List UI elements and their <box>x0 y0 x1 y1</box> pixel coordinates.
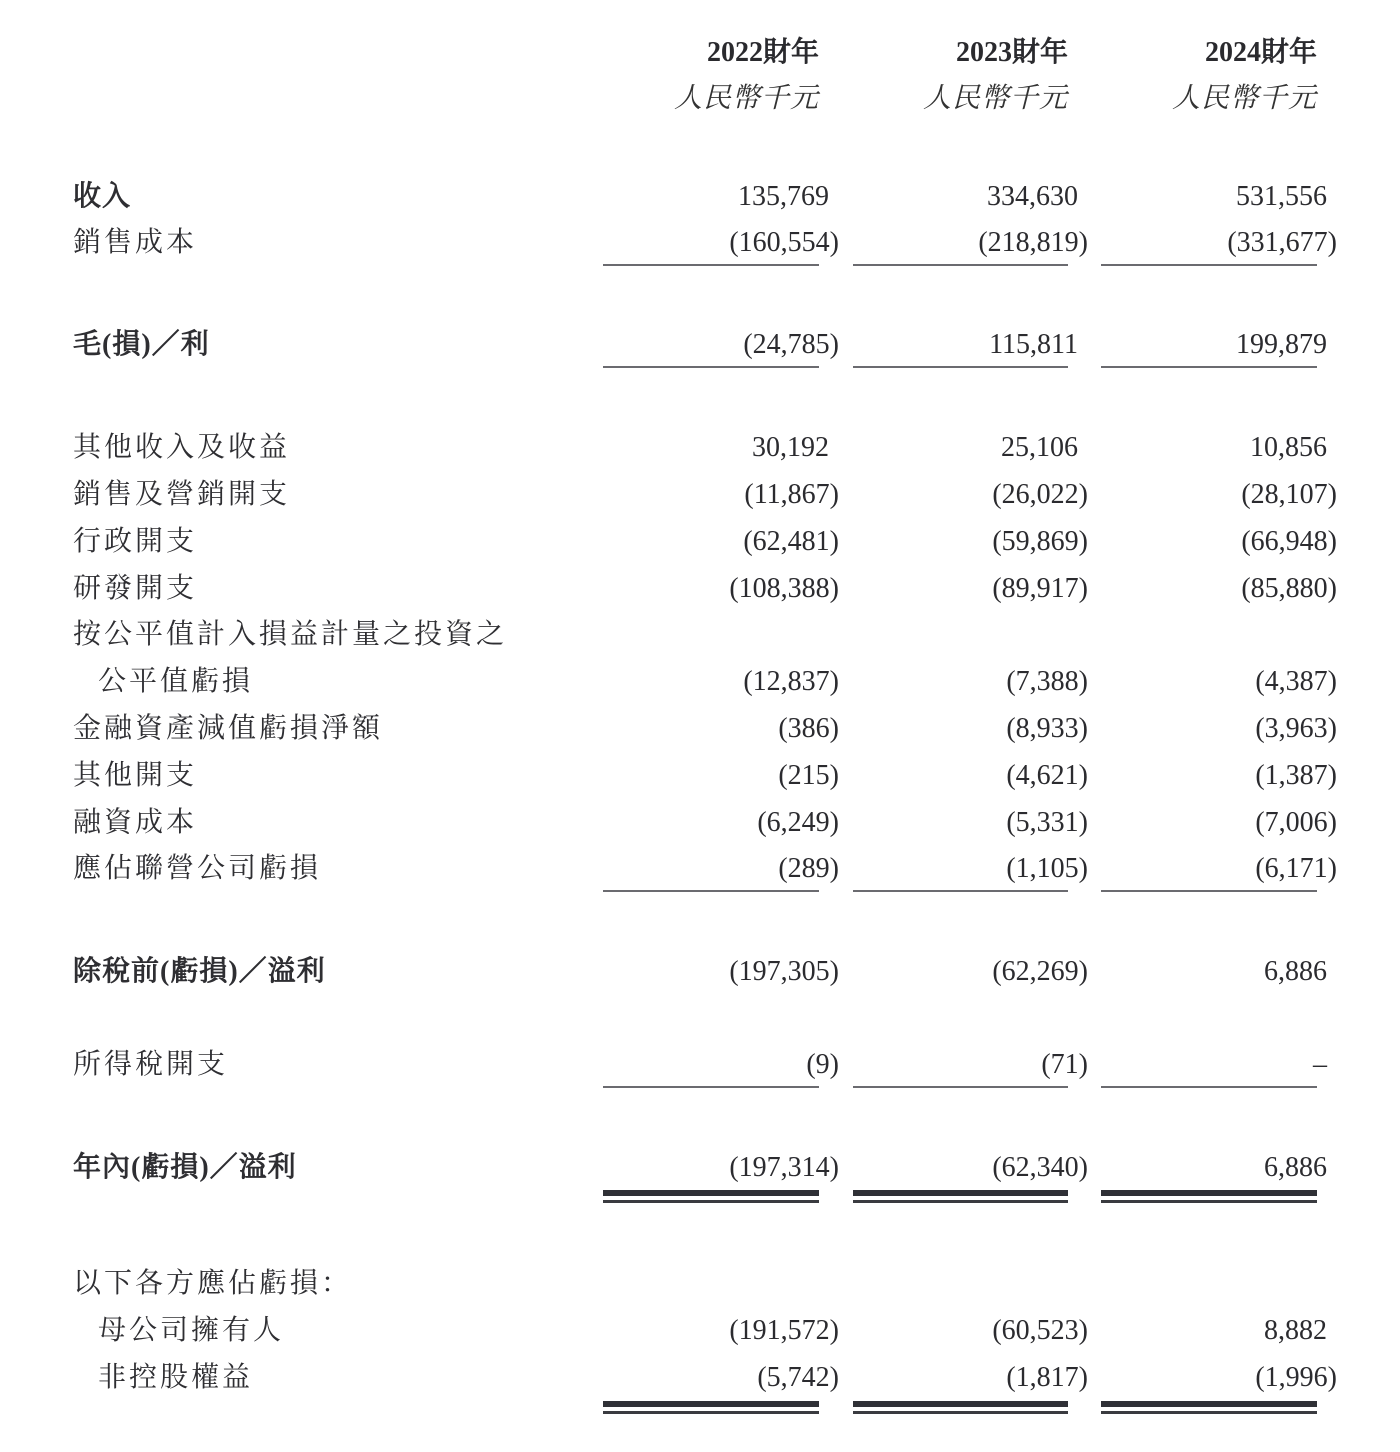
row-label: 銷售成本 <box>73 227 198 258</box>
row-value-2023: 25,106 <box>1001 432 1078 463</box>
row-value-2022: (9) <box>806 1049 839 1080</box>
table-row <box>0 952 1400 992</box>
underline <box>853 890 1068 892</box>
row-label: 所得稅開支 <box>73 1049 229 1080</box>
row-value-2024: – <box>1313 1049 1327 1080</box>
table-row <box>0 1311 1400 1351</box>
column-header-2023 <box>808 36 1068 116</box>
table-row <box>0 803 1400 843</box>
table-row <box>0 615 1400 655</box>
row-value-2022: (5,742) <box>757 1362 839 1393</box>
row-label: 銷售及營銷開支 <box>73 479 291 510</box>
row-value-2023: (71) <box>1041 1049 1088 1080</box>
row-value-2022: (289) <box>778 853 839 884</box>
double-underline-thick <box>853 1190 1068 1196</box>
row-value-2023: 334,630 <box>987 181 1078 212</box>
row-value-2024: (1,387) <box>1255 760 1337 791</box>
row-value-2022: 30,192 <box>752 432 829 463</box>
table-row <box>0 756 1400 796</box>
underline <box>603 264 819 266</box>
row-value-2022: (108,388) <box>729 573 839 604</box>
underline <box>603 1086 819 1088</box>
table-row <box>0 709 1400 749</box>
row-value-2022: (6,249) <box>757 807 839 838</box>
underline <box>1101 264 1317 266</box>
table-row <box>0 1358 1400 1398</box>
row-label: 研發開支 <box>73 573 198 604</box>
column-year: 2022財年 <box>706 37 819 68</box>
row-value-2022: (386) <box>778 713 839 744</box>
row-label: 金融資產減值虧損淨額 <box>73 713 384 744</box>
row-value-2022: (12,837) <box>743 666 839 697</box>
double-underline-thick <box>603 1190 819 1196</box>
underline <box>1101 366 1317 368</box>
table-row <box>0 662 1400 702</box>
row-label: 除稅前(虧損)／溢利 <box>73 956 326 987</box>
row-label: 毛(損)／利 <box>73 329 210 360</box>
row-label: 以下各方應佔虧損： <box>73 1268 353 1299</box>
row-value-2022: (24,785) <box>743 329 839 360</box>
row-value-2024: (1,996) <box>1255 1362 1337 1393</box>
double-underline-thin <box>853 1411 1068 1414</box>
underline <box>853 264 1068 266</box>
row-value-2024: (66,948) <box>1241 526 1337 557</box>
table-row <box>0 849 1400 889</box>
row-value-2023: (7,388) <box>1006 666 1088 697</box>
row-value-2024: (85,880) <box>1241 573 1337 604</box>
row-label: 母公司擁有人 <box>98 1315 285 1346</box>
row-value-2024: 531,556 <box>1236 181 1327 212</box>
row-label: 其他收入及收益 <box>73 432 291 463</box>
row-value-2023: (1,105) <box>1006 853 1088 884</box>
row-value-2022: (160,554) <box>729 227 839 258</box>
row-value-2022: (215) <box>778 760 839 791</box>
row-value-2024: 10,856 <box>1250 432 1327 463</box>
row-value-2024: (3,963) <box>1255 713 1337 744</box>
underline <box>853 366 1068 368</box>
row-label: 融資成本 <box>73 807 198 838</box>
column-unit: 人民幣千元 <box>1171 83 1317 114</box>
double-underline-thin <box>1101 1200 1317 1203</box>
row-value-2023: (60,523) <box>992 1315 1088 1346</box>
table-row <box>0 428 1400 468</box>
table-row <box>0 1045 1400 1085</box>
double-underline-thick <box>1101 1401 1317 1407</box>
row-value-2024: 8,882 <box>1264 1315 1327 1346</box>
row-value-2022: (197,314) <box>729 1152 839 1183</box>
row-value-2022: (11,867) <box>744 479 839 510</box>
row-value-2024: 199,879 <box>1236 329 1327 360</box>
underline <box>1101 890 1317 892</box>
table-row <box>0 325 1400 365</box>
table-row <box>0 522 1400 562</box>
row-value-2022: (191,572) <box>729 1315 839 1346</box>
row-value-2024: 6,886 <box>1264 956 1327 987</box>
double-underline-thick <box>853 1401 1068 1407</box>
row-label: 按公平值計入損益計量之投資之 <box>73 619 508 650</box>
underline <box>603 366 819 368</box>
column-unit: 人民幣千元 <box>922 83 1068 114</box>
row-value-2023: (62,340) <box>992 1152 1088 1183</box>
row-label: 年內(虧損)／溢利 <box>73 1152 297 1183</box>
row-value-2024: (6,171) <box>1255 853 1337 884</box>
double-underline-thin <box>603 1411 819 1414</box>
row-value-2024: (4,387) <box>1255 666 1337 697</box>
row-value-2022: (62,481) <box>743 526 839 557</box>
column-header-2024 <box>1057 36 1317 116</box>
row-value-2023: (8,933) <box>1006 713 1088 744</box>
underline <box>1101 1086 1317 1088</box>
row-value-2023: (59,869) <box>992 526 1088 557</box>
double-underline-thin <box>603 1200 819 1203</box>
underline <box>853 1086 1068 1088</box>
row-label: 非控股權益 <box>98 1362 254 1393</box>
row-label: 行政開支 <box>73 526 198 557</box>
row-value-2022: (197,305) <box>729 956 839 987</box>
row-value-2023: (26,022) <box>992 479 1088 510</box>
table-row <box>0 1148 1400 1188</box>
double-underline-thin <box>1101 1411 1317 1414</box>
row-label: 其他開支 <box>73 760 198 791</box>
double-underline-thick <box>603 1401 819 1407</box>
row-value-2023: 115,811 <box>989 329 1078 360</box>
row-value-2024: (331,677) <box>1227 227 1337 258</box>
row-value-2023: (5,331) <box>1006 807 1088 838</box>
row-value-2023: (218,819) <box>978 227 1088 258</box>
row-value-2024: (7,006) <box>1255 807 1337 838</box>
table-row <box>0 475 1400 515</box>
double-underline-thin <box>853 1200 1068 1203</box>
row-label: 應佔聯營公司虧損 <box>73 853 322 884</box>
table-row <box>0 1264 1400 1304</box>
column-header-2022 <box>559 36 819 116</box>
column-unit: 人民幣千元 <box>673 83 819 114</box>
table-row <box>0 223 1400 263</box>
row-value-2024: (28,107) <box>1241 479 1337 510</box>
row-value-2023: (4,621) <box>1006 760 1088 791</box>
row-value-2023: (1,817) <box>1006 1362 1088 1393</box>
row-value-2023: (89,917) <box>992 573 1088 604</box>
row-value-2023: (62,269) <box>992 956 1088 987</box>
row-value-2022: 135,769 <box>738 181 829 212</box>
row-label: 公平值虧損 <box>98 666 254 697</box>
row-label: 收入 <box>73 181 132 212</box>
double-underline-thick <box>1101 1190 1317 1196</box>
column-year: 2023財年 <box>955 37 1068 68</box>
table-row <box>0 569 1400 609</box>
table-row <box>0 177 1400 217</box>
underline <box>603 890 819 892</box>
row-value-2024: 6,886 <box>1264 1152 1327 1183</box>
column-year: 2024財年 <box>1204 37 1317 68</box>
